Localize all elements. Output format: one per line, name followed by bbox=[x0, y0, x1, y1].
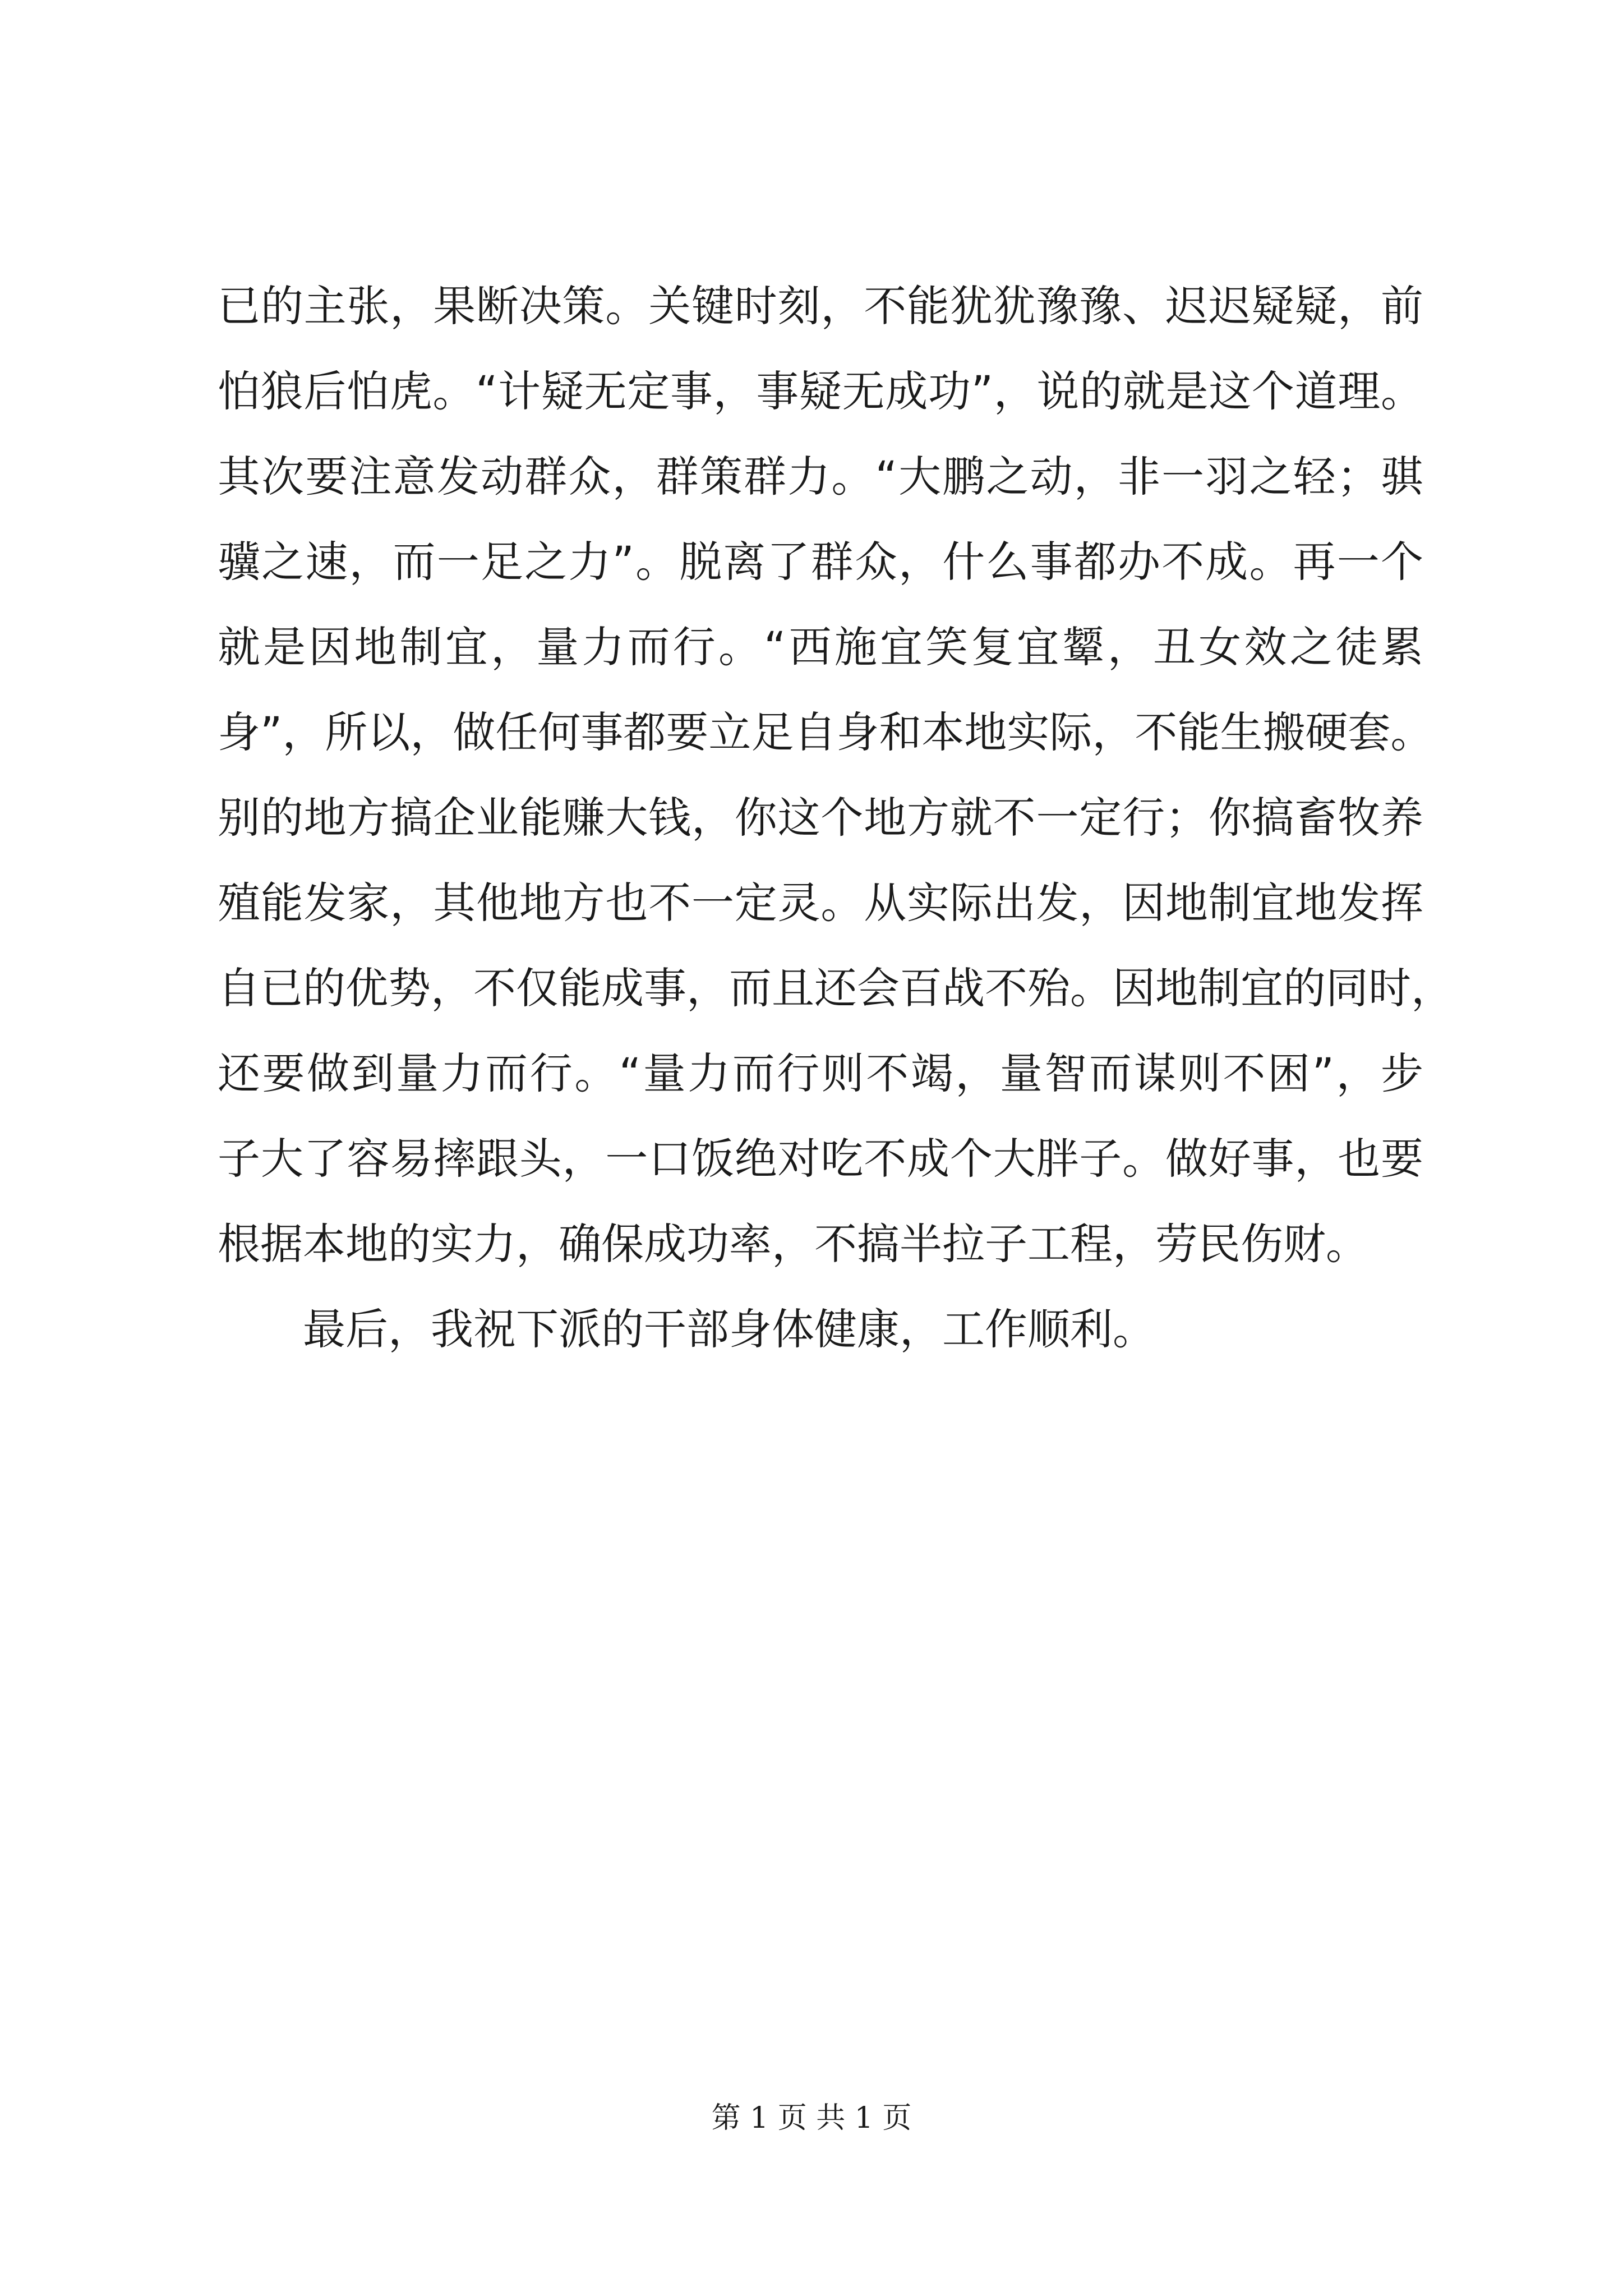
paragraph-line: 根据本地的实力，确保成功率，不搞半拉子工程，劳民伤财。 bbox=[218, 1219, 1368, 1269]
paragraph-line: 骥之速，而一足之力”。脱离了群众，什么事都办不成。再一个 bbox=[218, 537, 1423, 587]
paragraph-line: 就是因地制宜，量力而行。“西施宜笑复宜颦，丑女效之徒累 bbox=[218, 622, 1423, 672]
paragraph-line: 子大了容易摔跟头，一口饭绝对吃不成个大胖子。做好事，也要 bbox=[218, 1134, 1423, 1184]
body-text bbox=[218, 264, 1454, 1372]
paragraph-line: 怕狼后怕虎。“计疑无定事，事疑无成功”，说的就是这个道理。 bbox=[218, 366, 1423, 416]
paragraph-line: 已的主张，果断决策。关键时刻，不能犹犹豫豫、迟迟疑疑，前 bbox=[218, 281, 1423, 331]
paragraph-line: 还要做到量力而行。“量力而行则不竭，量智而谋则不困”，步 bbox=[218, 1048, 1423, 1098]
closing-paragraph: 最后，我祝下派的干部身体健康，工作顺利。 bbox=[303, 1304, 1155, 1354]
paragraph-line: 自已的优势，不仅能成事，而且还会百战不殆。因地制宜的同时， bbox=[218, 963, 1454, 1013]
page-footer bbox=[0, 2096, 1623, 2141]
paragraph-line: 别的地方搞企业能赚大钱，你这个地方就不一定行；你搞畜牧养 bbox=[218, 793, 1423, 843]
paragraph-line: 身”，所以，做任何事都要立足自身和本地实际，不能生搬硬套。 bbox=[218, 707, 1433, 757]
paragraph-line: 其次要注意发动群众，群策群力。“大鹏之动，非一羽之轻；骐 bbox=[218, 452, 1423, 501]
paragraph-line: 殖能发家，其他地方也不一定灵。从实际出发，因地制宜地发挥 bbox=[218, 878, 1423, 928]
page-number-label: 第 1 页 共 1 页 bbox=[711, 2101, 912, 2135]
